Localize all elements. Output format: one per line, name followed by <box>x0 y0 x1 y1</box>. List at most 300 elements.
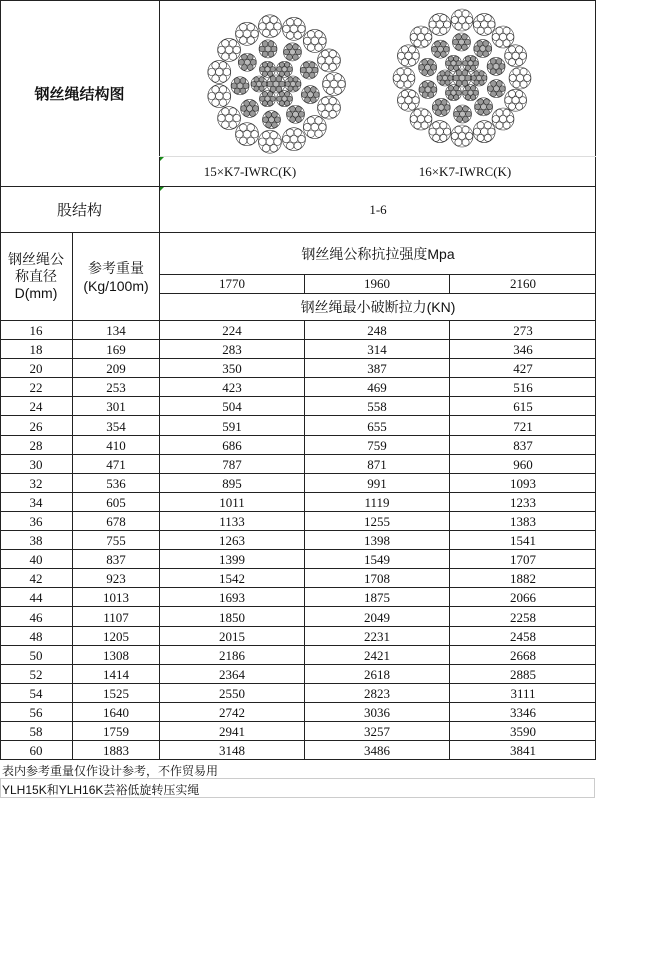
grade-header: 1770 <box>219 276 245 291</box>
wire <box>437 75 442 80</box>
table-cell: 1107 <box>103 609 129 625</box>
wire <box>401 103 408 110</box>
table-cell: 1693 <box>219 590 245 606</box>
wire <box>393 74 400 81</box>
wire <box>305 87 311 93</box>
table-cell: 2364 <box>219 666 245 682</box>
wire <box>290 117 296 123</box>
wire <box>477 27 484 34</box>
table-row <box>0 531 596 550</box>
wire <box>508 90 515 97</box>
wire <box>478 109 484 115</box>
wire <box>422 82 428 88</box>
wire <box>483 51 489 57</box>
wire <box>456 70 462 76</box>
wire <box>212 75 219 82</box>
table-cell: 50 <box>29 647 43 663</box>
wire <box>322 63 329 70</box>
table-cell: 895 <box>222 475 242 491</box>
wire <box>279 81 285 87</box>
wire <box>477 41 483 47</box>
wire <box>505 52 512 59</box>
table-cell: 427 <box>513 361 533 377</box>
table-cell: 52 <box>29 666 43 682</box>
wire <box>322 50 329 57</box>
wire <box>306 67 312 73</box>
wire <box>266 122 272 128</box>
wire <box>484 99 490 105</box>
wire <box>440 27 447 34</box>
wire <box>275 117 281 123</box>
weight-header: 参考重量(Kg/100m) <box>83 259 149 294</box>
divider-caption-top <box>159 156 596 157</box>
wire <box>237 83 243 89</box>
wire <box>471 65 476 70</box>
table-cell: 1398 <box>364 533 390 549</box>
table-cell: 871 <box>367 456 387 472</box>
wire <box>516 90 523 97</box>
wire <box>474 80 479 85</box>
table-cell: 169 <box>106 342 126 358</box>
wire <box>454 95 459 100</box>
table-cell: 721 <box>513 418 533 434</box>
wire <box>287 54 293 60</box>
table-cell: 30 <box>29 456 43 472</box>
wire <box>436 128 443 135</box>
wire <box>294 19 301 26</box>
table-cell: 3036 <box>364 705 390 720</box>
wire <box>247 124 254 131</box>
wire <box>484 15 491 22</box>
wire <box>491 91 497 97</box>
wire <box>262 92 267 97</box>
table-cell: 42 <box>29 571 43 587</box>
table-cell: 1093 <box>510 475 536 491</box>
wire <box>466 132 473 139</box>
wire <box>285 101 290 106</box>
wire <box>492 33 499 40</box>
wire <box>512 97 519 104</box>
wire <box>492 115 499 122</box>
wire <box>496 69 502 75</box>
table-cell: 1542 <box>219 571 245 587</box>
wire <box>481 21 488 28</box>
wire <box>499 115 506 122</box>
wire <box>279 101 284 106</box>
strand-value: 1-6 <box>369 201 387 217</box>
table-cell: 20 <box>29 361 43 377</box>
table-cell: 558 <box>367 399 387 415</box>
wire <box>444 128 451 135</box>
table-cell: 32 <box>29 475 43 491</box>
wire <box>433 27 440 34</box>
wire <box>240 124 247 131</box>
diameter-header: 钢丝绳公称直径D(mm) <box>8 251 64 301</box>
wire <box>222 40 229 47</box>
wire <box>479 80 484 85</box>
wire <box>440 15 447 22</box>
wire <box>455 23 462 30</box>
wire <box>225 46 233 54</box>
wire <box>287 96 292 101</box>
wire <box>309 72 315 78</box>
wire <box>519 97 526 104</box>
wire <box>455 126 462 133</box>
wire <box>313 92 319 98</box>
wire <box>458 132 465 139</box>
wire <box>294 129 301 136</box>
wire <box>250 100 256 106</box>
wire <box>516 74 523 81</box>
wire <box>270 145 277 152</box>
wire <box>240 78 246 84</box>
wire <box>223 68 230 75</box>
wire <box>315 117 322 124</box>
table-cell: 3148 <box>219 743 245 759</box>
wire <box>445 80 450 85</box>
wire <box>318 57 325 64</box>
wire <box>443 46 449 52</box>
wire <box>250 111 256 117</box>
wire <box>456 34 462 40</box>
wire <box>440 71 445 76</box>
wire <box>236 131 243 138</box>
wire <box>329 50 336 57</box>
wire <box>457 116 463 122</box>
wire <box>441 110 447 116</box>
table-cell: 1875 <box>364 590 390 606</box>
wire <box>454 111 460 117</box>
wire <box>451 16 458 23</box>
wire <box>329 63 336 70</box>
wire <box>247 24 254 31</box>
table-cell: 605 <box>106 494 126 510</box>
table-row <box>0 455 596 474</box>
wire <box>491 81 497 87</box>
wire <box>516 103 523 110</box>
table-cell: 224 <box>222 323 242 338</box>
strand-label: 股结构 <box>56 202 102 219</box>
table-row <box>0 665 596 684</box>
wire <box>289 49 295 55</box>
tensile-header: 钢丝绳公称抗拉强度Mpa <box>301 245 455 262</box>
wire <box>222 53 229 60</box>
wire <box>435 99 441 105</box>
wire <box>473 21 480 28</box>
table-cell: 3346 <box>510 705 536 720</box>
table-cell: 3111 <box>510 685 536 701</box>
wire <box>296 106 302 112</box>
wire <box>240 24 247 31</box>
wire <box>334 87 341 94</box>
wire <box>212 86 219 93</box>
wire <box>319 123 326 130</box>
table-row <box>0 627 596 646</box>
table-cell: 2258 <box>510 609 536 625</box>
wire <box>453 75 459 81</box>
wire <box>448 95 453 100</box>
wire <box>298 25 305 32</box>
wire <box>410 115 417 122</box>
table-row <box>0 321 596 340</box>
table-cell: 1414 <box>103 666 129 682</box>
wire <box>405 97 412 104</box>
wire <box>234 88 240 94</box>
wire <box>440 122 447 129</box>
wire <box>480 46 486 52</box>
wire <box>435 41 441 47</box>
wire <box>409 59 416 66</box>
wire <box>244 59 250 65</box>
wire <box>270 96 275 101</box>
wire <box>268 62 273 67</box>
table-cell: 1011 <box>219 494 245 510</box>
table-cell: 759 <box>367 437 387 453</box>
wire <box>312 67 318 73</box>
table-cell: 28 <box>29 437 43 453</box>
wire <box>440 80 445 85</box>
wire <box>516 59 523 66</box>
wire <box>322 97 329 104</box>
wire <box>259 46 265 52</box>
table-cell: 1883 <box>103 743 129 759</box>
wire <box>222 108 229 115</box>
wire <box>219 86 226 93</box>
wire <box>296 81 301 86</box>
wire <box>409 46 416 53</box>
wire <box>503 109 510 116</box>
wire <box>466 16 473 23</box>
table-cell: 2742 <box>219 705 245 720</box>
wire <box>272 122 278 128</box>
wire <box>233 114 240 121</box>
wire <box>397 68 404 75</box>
wire <box>325 57 333 65</box>
table-row <box>0 550 596 569</box>
wire <box>262 131 269 138</box>
wire <box>307 31 314 38</box>
table-cell: 471 <box>106 456 126 472</box>
wire <box>262 81 267 86</box>
wire <box>462 23 469 30</box>
wire <box>417 33 424 40</box>
wire <box>421 122 428 129</box>
wire <box>471 75 476 80</box>
table-row <box>0 493 596 512</box>
table-cell: 2231 <box>364 628 390 644</box>
wire <box>400 74 407 81</box>
wire <box>490 69 496 75</box>
wire <box>293 77 298 82</box>
table-cell: 3590 <box>510 724 536 740</box>
wire <box>299 111 305 117</box>
wire <box>488 128 495 135</box>
wire <box>215 92 223 100</box>
wire <box>414 109 421 116</box>
wire <box>401 46 408 53</box>
wire <box>215 68 223 76</box>
wire <box>302 92 308 98</box>
table-cell: 423 <box>222 380 242 396</box>
wire <box>244 111 250 117</box>
table-cell: 755 <box>106 533 126 549</box>
wire <box>273 81 279 87</box>
table-cell: 837 <box>106 552 126 568</box>
grade-header: 2160 <box>510 276 536 291</box>
table-cell: 2618 <box>364 666 390 682</box>
wire <box>456 61 461 66</box>
wire <box>304 123 311 130</box>
wire <box>241 54 247 60</box>
wire <box>444 21 451 28</box>
wire <box>329 97 336 104</box>
wire <box>496 109 503 116</box>
wire <box>262 101 267 106</box>
wire <box>482 75 487 80</box>
wire <box>484 109 490 115</box>
table-cell: 46 <box>29 609 43 625</box>
wire <box>432 105 438 111</box>
wire <box>262 71 267 76</box>
wire <box>487 104 493 110</box>
wire <box>488 21 495 28</box>
wire <box>462 70 468 76</box>
table-row <box>0 569 596 588</box>
table-cell: 1525 <box>103 685 129 701</box>
table-cell: 1233 <box>510 494 536 510</box>
wire <box>262 145 269 152</box>
table-cell: 2941 <box>219 724 245 740</box>
wire <box>458 16 465 23</box>
wire <box>419 64 425 70</box>
wire <box>240 88 246 94</box>
wire <box>327 74 334 81</box>
wire <box>440 134 447 141</box>
wire <box>496 58 502 64</box>
table-cell: 1255 <box>364 514 390 529</box>
wire <box>429 128 436 135</box>
table-cell: 253 <box>106 380 126 396</box>
wire <box>223 92 230 99</box>
wire <box>262 51 268 57</box>
table-cell: 54 <box>29 685 43 701</box>
wire <box>259 23 266 30</box>
table-cell: 2550 <box>219 685 245 701</box>
wire <box>270 16 277 23</box>
wire <box>453 39 459 45</box>
wire <box>405 52 412 59</box>
wire <box>512 52 519 59</box>
wire <box>428 92 434 98</box>
wire <box>462 80 468 86</box>
wire <box>481 104 487 110</box>
wire <box>421 27 428 34</box>
wire <box>463 116 469 122</box>
wire <box>499 33 506 40</box>
wire <box>269 117 275 123</box>
wire <box>409 90 416 97</box>
wire <box>462 126 469 133</box>
wire <box>422 59 428 65</box>
wire <box>446 61 451 66</box>
wire <box>414 40 421 47</box>
wire <box>404 81 411 88</box>
table-cell: 536 <box>106 475 126 491</box>
wire <box>493 86 499 92</box>
wire <box>247 105 253 111</box>
table-cell: 2421 <box>364 647 390 663</box>
table-cell: 1119 <box>364 494 390 510</box>
wire <box>300 67 306 73</box>
wire <box>496 122 503 129</box>
table-cell: 283 <box>222 342 242 358</box>
wire <box>262 62 267 67</box>
wire <box>325 104 333 112</box>
wire <box>283 25 290 32</box>
wire <box>241 65 247 71</box>
wire <box>283 135 290 142</box>
wire <box>327 87 334 94</box>
wire <box>315 44 322 51</box>
wire <box>465 39 471 45</box>
wire <box>323 80 330 87</box>
wire <box>286 129 293 136</box>
wire <box>296 49 302 55</box>
wire <box>307 130 314 137</box>
wire <box>247 137 254 144</box>
wire <box>410 33 417 40</box>
table-cell: 387 <box>367 361 387 377</box>
wire <box>219 99 226 106</box>
wire <box>475 104 481 110</box>
wire <box>451 132 458 139</box>
table-row <box>0 436 596 455</box>
table-cell: 346 <box>513 342 533 358</box>
wire <box>294 32 301 39</box>
wire <box>218 46 225 53</box>
wire <box>338 80 345 87</box>
table-cell: 18 <box>29 342 43 358</box>
table-cell: 273 <box>513 323 533 338</box>
table-cell: 1383 <box>510 514 536 529</box>
wire <box>463 61 468 66</box>
wire <box>473 128 480 135</box>
wire <box>330 80 338 88</box>
table-cell: 1708 <box>364 571 390 587</box>
table-cell: 60 <box>29 743 43 759</box>
wire <box>315 31 322 38</box>
wire <box>508 103 515 110</box>
wire <box>266 112 272 118</box>
table-cell: 1882 <box>510 571 536 587</box>
grade-header: 1960 <box>364 276 390 291</box>
wire <box>251 131 258 138</box>
wire <box>262 41 268 47</box>
wire <box>425 33 432 40</box>
wire <box>279 62 284 67</box>
table-cell: 36 <box>29 514 43 529</box>
wire <box>208 68 215 75</box>
wire <box>493 63 499 69</box>
wire <box>474 46 480 52</box>
wire <box>259 77 264 82</box>
wire <box>286 19 293 26</box>
wire <box>333 104 340 111</box>
wire <box>219 75 226 82</box>
wire <box>484 27 491 34</box>
wire <box>254 77 259 82</box>
table-cell: 1707 <box>510 552 536 568</box>
